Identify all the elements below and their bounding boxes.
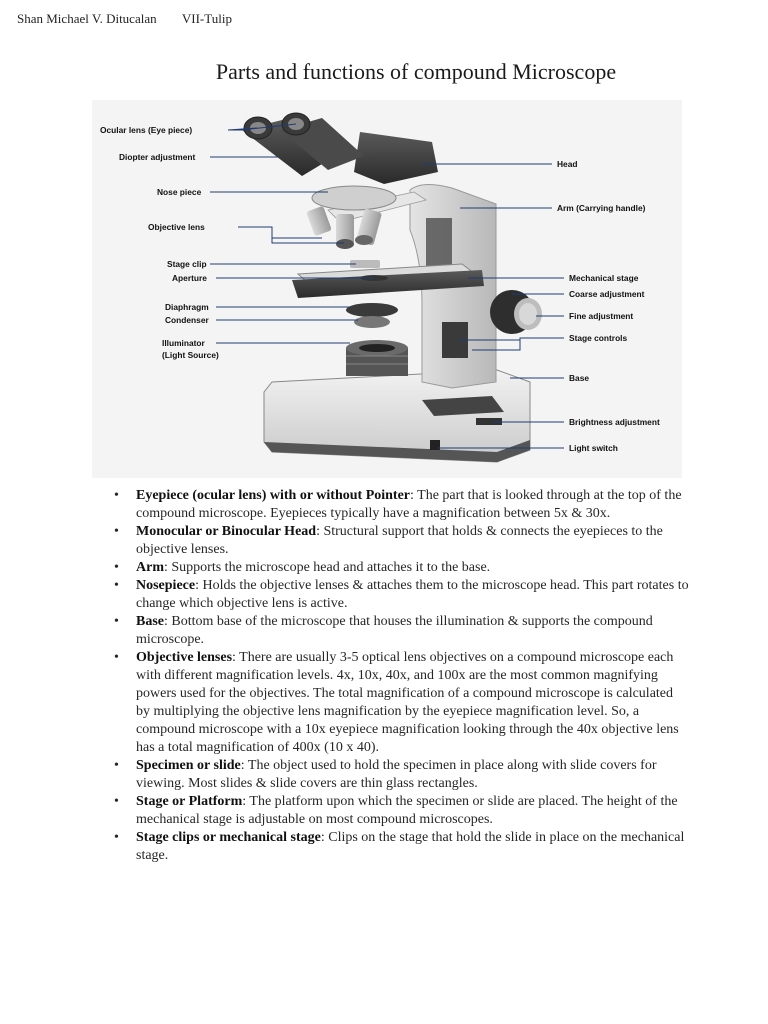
diaphragm-shape [346, 303, 398, 317]
condenser-shape [354, 316, 390, 328]
list-item [110, 757, 690, 793]
label-ocular-lens: Ocular lens (Eye piece) [100, 125, 193, 135]
item-term: Stage clips or mechanical stage [136, 830, 321, 845]
item-description: : The object used to hold the specimen in place along with slide covers for viewing. Most slides & slide covers are thin glass rectangles. [136, 758, 657, 791]
label-condenser: Condenser [165, 315, 209, 325]
parts-list [110, 487, 690, 865]
student-section: VII-Tulip [181, 11, 232, 26]
student-name: Shan Michael V. Ditucalan [17, 11, 157, 26]
list-item [110, 487, 690, 523]
label-stage-controls: Stage controls [569, 333, 628, 343]
item-description: : Supports the microscope head and attaches it to the base. [164, 560, 491, 575]
microscope-diagram [92, 100, 682, 478]
item-description: : The part that is looked through at the top of the compound microscope. Eyepieces typically have a magnification between 5x & 30x. [136, 488, 682, 521]
list-item [110, 577, 690, 613]
item-description: : Structural support that holds & connects the eyepieces to the objective lenses. [136, 524, 663, 557]
label-diaphragm: Diaphragm [165, 302, 209, 312]
nosepiece-objectives [306, 186, 396, 249]
item-description: : Clips on the stage that hold the slide in place on the mechanical stage. [136, 830, 685, 863]
label-arm: Arm (Carrying handle) [557, 203, 646, 213]
item-term: Monocular or Binocular Head [136, 524, 317, 539]
label-fine-adjustment: Fine adjustment [569, 311, 634, 321]
item-description: : Bottom base of the microscope that houses the illumination & supports the compound microscope. [136, 614, 653, 647]
list-item [110, 523, 690, 559]
item-term: Specimen or slide [136, 758, 241, 773]
label-diopter: Diopter adjustment [119, 152, 196, 162]
document-header [17, 11, 232, 27]
eyepiece-tubes [242, 113, 364, 176]
label-illuminator: Illuminator [162, 338, 205, 348]
item-term: Base [136, 614, 164, 629]
item-description: : The platform upon which the specimen or slide are placed. The height of the mechanical stage is adjustable on most compound microscopes. [136, 794, 678, 827]
illuminator-shape [346, 340, 408, 376]
label-light-source: (Light Source) [162, 350, 219, 360]
list-item [110, 649, 690, 757]
label-coarse-adjustment: Coarse adjustment [569, 289, 645, 299]
label-head: Head [557, 159, 578, 169]
label-mechanical-stage: Mechanical stage [569, 273, 639, 283]
list-item [110, 613, 690, 649]
list-item [110, 793, 690, 829]
item-term: Nosepiece [136, 578, 196, 593]
item-description: : Holds the objective lenses & attaches them to the microscope head. This part rotates to change which objective lens is active. [136, 578, 689, 611]
label-light-switch: Light switch [569, 443, 618, 453]
label-nose-piece: Nose piece [157, 187, 202, 197]
label-objective-lens: Objective lens [148, 222, 205, 232]
list-item [110, 829, 690, 865]
page-title: Parts and functions of compound Microscope [215, 59, 617, 84]
item-term: Arm [136, 560, 164, 575]
item-term: Objective lenses [136, 650, 233, 665]
label-aperture: Aperture [172, 273, 207, 283]
item-term: Eyepiece (ocular lens) with or without Pointer [136, 488, 411, 503]
item-description: : There are usually 3-5 optical lens objectives on a compound microscope each with different magnification levels. 4x, 10x, 40x, and 100x are the most common magnifying powers used for the objectives. The total magnification of a compound microscope is calculated by multiplying the objective lens magnification by the eyepiece magnification level. So, a compound microscope with a 10x eyepiece magnification looking through the 40x objective lens has a total magnification of 400x (10 x 40). [136, 650, 679, 755]
list-item [110, 559, 690, 577]
label-stage-clip: Stage clip [167, 259, 207, 269]
item-term: Stage or Platform [136, 794, 243, 809]
label-base: Base [569, 373, 590, 383]
label-brightness: Brightness adjustment [569, 417, 660, 427]
microscope-illustration [92, 100, 682, 478]
